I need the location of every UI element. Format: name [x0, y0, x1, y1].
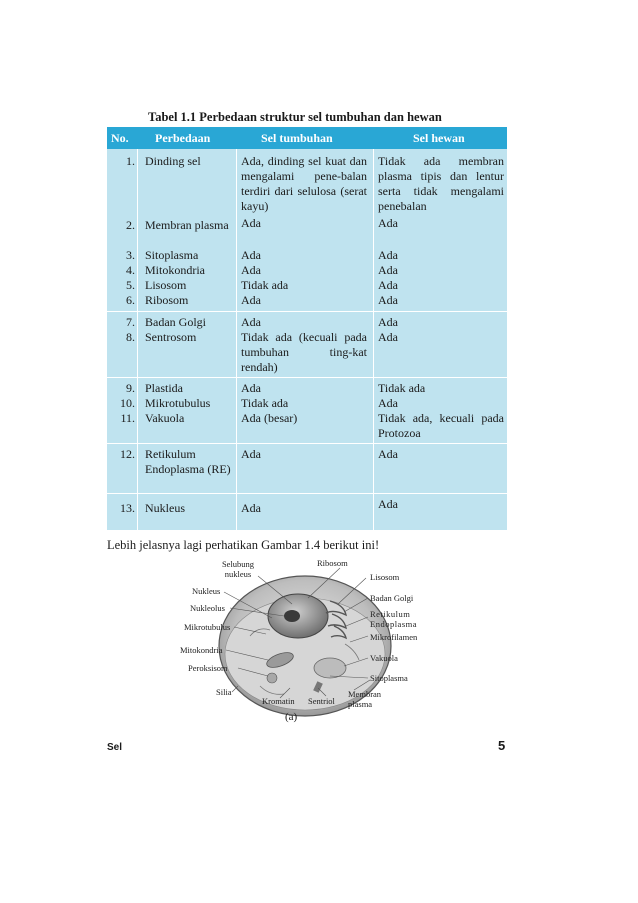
row-divider	[107, 311, 507, 312]
row-tumbuhan: Ada	[241, 263, 261, 277]
row-number: 1.	[126, 154, 135, 168]
row-perbedaan: Sentrosom	[145, 330, 197, 344]
table-header	[107, 127, 507, 149]
row-hewan: Ada	[378, 293, 398, 307]
row-perbedaan: Lisosom	[145, 278, 187, 292]
label-kromatin: Kromatin	[262, 696, 295, 706]
row-number: 13.	[120, 501, 135, 515]
label-lisosom: Lisosom	[370, 572, 400, 582]
label-ribosom: Ribosom	[317, 558, 348, 568]
row-divider	[107, 493, 507, 494]
label-peroksisom: Peroksisom	[188, 663, 228, 673]
row-tumbuhan: Ada	[241, 447, 261, 461]
header-perbedaan: Perbedaan	[155, 131, 211, 145]
label-nukleolus: Nukleolus	[190, 603, 225, 613]
row-perbedaan: Mikrotubulus	[145, 396, 211, 410]
row-number: 2.	[126, 218, 135, 232]
row-number: 5.	[126, 278, 135, 292]
row-tumbuhan: Tidak ada	[241, 396, 289, 410]
row-tumbuhan: Ada	[241, 248, 261, 262]
label-sentriol: Sentriol	[308, 696, 335, 706]
label-vakuola: Vakuola	[370, 653, 398, 663]
row-number: 4.	[126, 263, 135, 277]
figure-subcaption: (a)	[285, 711, 298, 723]
label-badan-golgi: Badan Golgi	[370, 593, 414, 603]
table-caption: Tabel 1.1 Perbedaan struktur sel tumbuhan dan hewan	[148, 110, 442, 124]
comparison-table	[107, 127, 507, 530]
row-tumbuhan: Ada	[241, 216, 261, 230]
row-perbedaan: Dinding sel	[145, 154, 201, 168]
header-sel-tumbuhan: Sel tumbuhan	[261, 131, 333, 145]
label-mikrotubulus: Mikrotubulus	[184, 622, 231, 632]
row-hewan: Ada	[378, 447, 398, 461]
column-divider	[137, 149, 138, 530]
row-hewan: Ada	[378, 396, 398, 410]
row-perbedaan: Membran plasma	[145, 218, 229, 232]
row-tumbuhan: Ada, dinding sel kuat dan mengalami pene-balan terdiri dari selulosa (serat kayu)	[241, 154, 367, 213]
row-tumbuhan: Ada (besar)	[241, 411, 298, 425]
row-number: 12.	[120, 447, 135, 461]
row-tumbuhan: Ada	[241, 501, 261, 515]
row-hewan: Ada	[378, 278, 398, 292]
row-perbedaan: Mitokondria	[145, 263, 205, 277]
row-perbedaan: Vakuola	[145, 411, 185, 425]
header-no: No.	[111, 131, 129, 145]
row-perbedaan: Badan Golgi	[145, 315, 206, 329]
row-perbedaan: Ribosom	[145, 293, 189, 307]
column-divider	[373, 149, 374, 530]
row-tumbuhan: Tidak ada	[241, 278, 289, 292]
label-selubung-nukleus: Selubung nukleus	[221, 559, 255, 579]
label-membran-plasma: Membran plasma	[348, 689, 382, 709]
row-hewan: Ada	[378, 330, 398, 344]
row-number: 9.	[126, 381, 135, 395]
row-perbedaan: Plastida	[145, 381, 183, 395]
label-mikrofilamen: Mikrofilamen	[370, 632, 418, 642]
row-hewan: Tidak ada, kecuali pada Protozoa	[378, 411, 504, 440]
column-divider	[236, 149, 237, 530]
label-mitokondria: Mitokondria	[180, 645, 223, 655]
row-tumbuhan: Ada	[241, 381, 261, 395]
label-silia: Silia	[216, 687, 232, 697]
row-hewan: Tidak ada membran plasma tipis dan lentur serta tidak mengalami penebalan	[378, 154, 504, 213]
row-tumbuhan: Tidak ada (kecuali pada tumbuhan ting-kat rendah)	[241, 330, 367, 374]
row-hewan: Ada	[378, 263, 398, 277]
row-perbedaan: Nukleus	[145, 501, 185, 515]
row-tumbuhan: Ada	[241, 315, 261, 329]
row-perbedaan: Sitoplasma	[145, 248, 199, 262]
animal-cell-figure	[180, 556, 430, 726]
row-number: 11.	[120, 411, 135, 425]
row-number: 6.	[126, 293, 135, 307]
row-tumbuhan: Ada	[241, 293, 261, 307]
row-number: 3.	[126, 248, 135, 262]
row-perbedaan: Retikulum Endoplasma (RE)	[145, 447, 231, 476]
row-divider	[107, 377, 507, 378]
row-number: 10.	[120, 396, 135, 410]
lead-text: Lebih jelasnya lagi perhatikan Gambar 1.4 berikut ini!	[107, 538, 380, 552]
row-hewan: Ada	[378, 248, 398, 262]
row-hewan: Ada	[378, 216, 398, 230]
page-number: 5	[498, 738, 506, 753]
row-hewan: Ada	[378, 497, 398, 511]
row-divider	[107, 443, 507, 444]
label-nukleus: Nukleus	[192, 586, 221, 596]
header-sel-hewan: Sel hewan	[413, 131, 465, 145]
row-number: 8.	[126, 330, 135, 344]
row-number: 7.	[126, 315, 135, 329]
row-hewan: Tidak ada	[378, 381, 426, 395]
label-retikulum-endoplasma: Retikulum Endoplasma	[370, 609, 418, 629]
row-hewan: Ada	[378, 315, 398, 329]
label-sitoplasma: Sitoplasma	[370, 673, 408, 683]
footer-section: Sel	[107, 742, 123, 753]
